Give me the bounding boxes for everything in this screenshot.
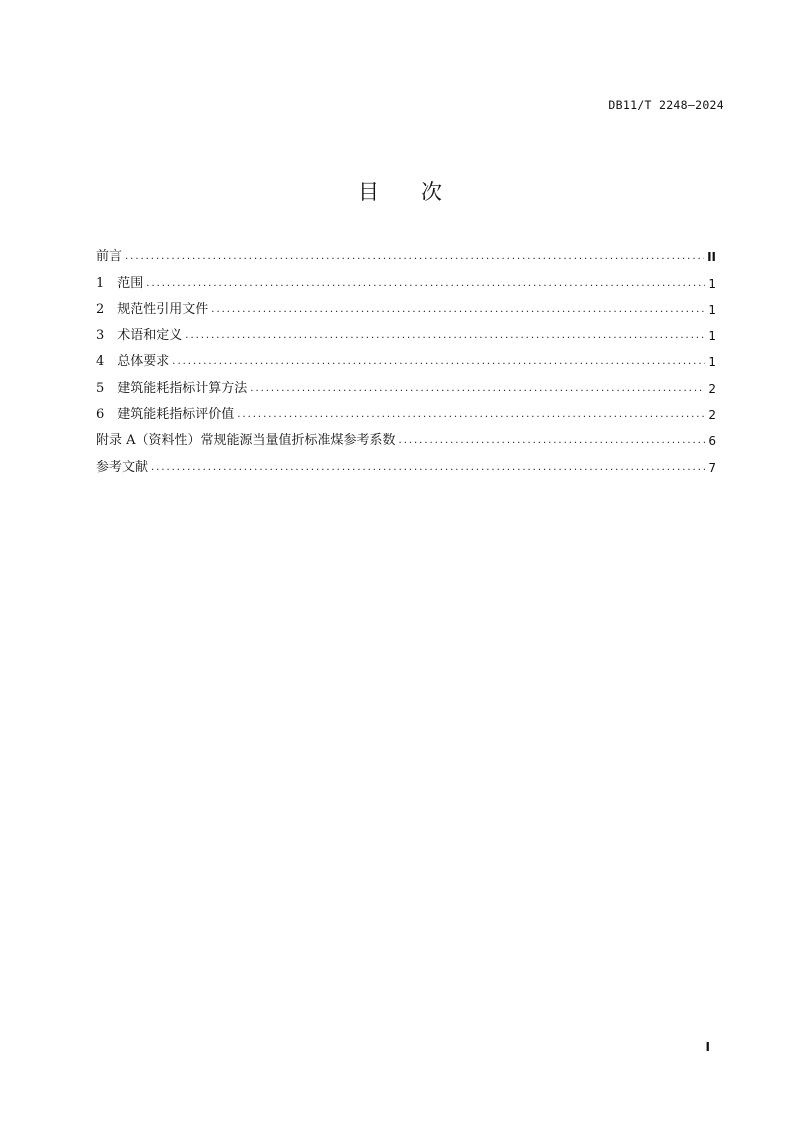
toc-entry-label: 6 建筑能耗指标评价值 [96, 407, 235, 423]
toc-entry-page: II [707, 250, 716, 265]
toc-entry-scope[interactable] [96, 266, 716, 292]
toc-entry-page: 7 [708, 460, 716, 475]
toc-leader-dots [185, 327, 705, 345]
toc-entry-normative-references[interactable] [96, 293, 716, 319]
document-code: DB11/T 2248—2024 [608, 98, 724, 112]
toc-leader-dots [125, 248, 704, 266]
toc-entry-appendix-a[interactable] [96, 424, 716, 450]
toc-entry-label: 4 总体要求 [96, 354, 170, 370]
toc-entry-page: 1 [708, 329, 716, 344]
toc-entry-page: 1 [708, 276, 716, 291]
toc-entry-label: 附录 A（资料性）常规能源当量值折标准煤参考系数 [96, 433, 396, 449]
toc-leader-dots [211, 301, 705, 319]
toc-entry-label: 3 术语和定义 [96, 328, 183, 344]
toc-entry-foreword[interactable] [96, 240, 716, 266]
toc-entry-page: 2 [708, 381, 716, 396]
table-of-contents [96, 240, 716, 477]
toc-entry-label: 1 范围 [96, 275, 144, 291]
toc-entry-label: 2 规范性引用文件 [96, 301, 209, 317]
toc-entry-evaluation-values[interactable] [96, 398, 716, 424]
toc-leader-dots [151, 459, 705, 477]
toc-leader-dots [399, 432, 705, 450]
toc-entry-page: 1 [708, 355, 716, 370]
toc-entry-calculation-method[interactable] [96, 371, 716, 397]
toc-leader-dots [250, 380, 705, 398]
toc-entry-page: 1 [708, 302, 716, 317]
page-number: I [705, 1040, 710, 1054]
toc-leader-dots [172, 353, 705, 371]
toc-entry-page: 6 [708, 434, 716, 449]
toc-entry-label: 前言 [96, 249, 123, 265]
toc-leader-dots [146, 275, 705, 293]
toc-entry-label: 5 建筑能耗指标计算方法 [96, 380, 248, 396]
toc-entry-terms-definitions[interactable] [96, 319, 716, 345]
toc-leader-dots [237, 406, 705, 424]
toc-title: 目次 [358, 180, 484, 204]
toc-entry-general-requirements[interactable] [96, 345, 716, 371]
toc-entry-page: 2 [708, 408, 716, 423]
toc-entry-label: 参考文献 [96, 459, 149, 475]
toc-entry-bibliography[interactable] [96, 450, 716, 476]
